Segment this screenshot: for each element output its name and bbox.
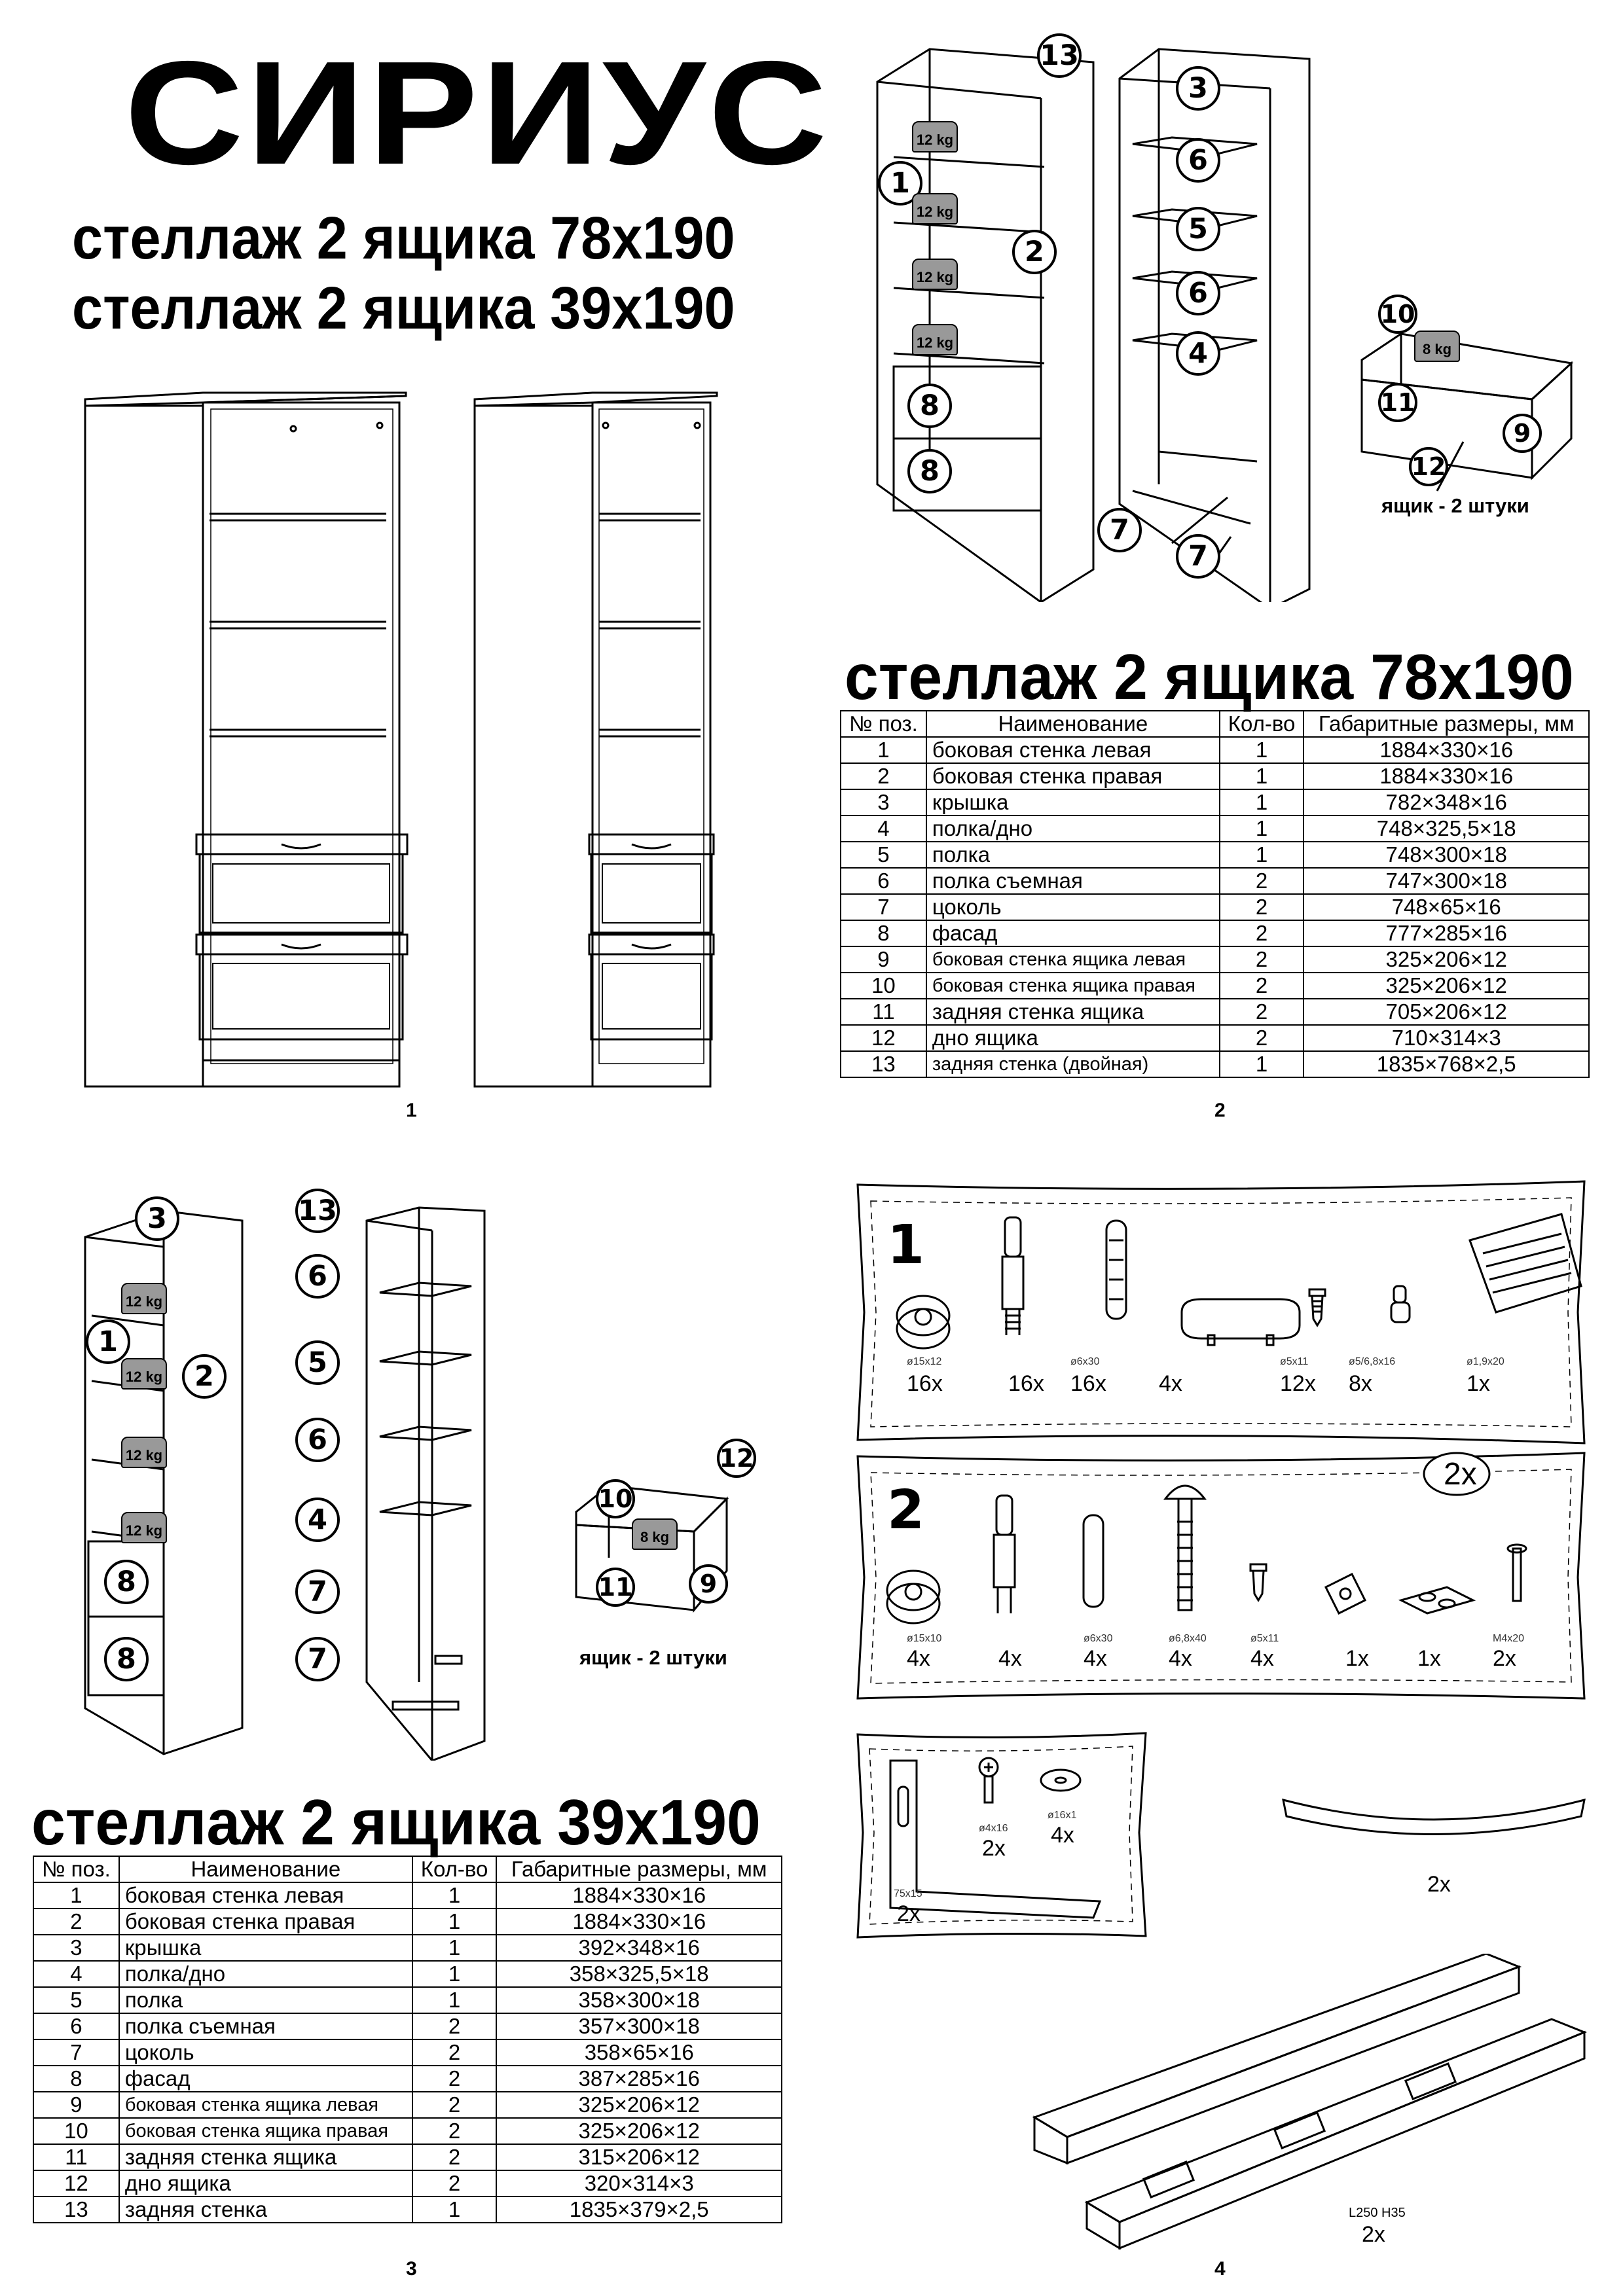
hardware3-screw-qty: 2x [982, 1836, 1006, 1861]
pos-cell: 1 [33, 1882, 119, 1909]
callout-badge [717, 1439, 756, 1478]
pos-cell: 13 [33, 2197, 119, 2223]
qty-cell: 1 [1220, 763, 1304, 789]
hardware2-items-3-size: ø6,8x40 [1169, 1633, 1207, 1644]
hardware3-washer-size: ø16x1 [1048, 1810, 1077, 1821]
weight-label: 12 kg [125, 1369, 163, 1385]
name-cell: полка съемная [926, 868, 1220, 894]
size-cell: 325×206×12 [496, 2118, 782, 2144]
hardware3-screw-size: ø4x16 [979, 1823, 1008, 1834]
callout-badge [1176, 207, 1220, 251]
qty-cell: 2 [1220, 946, 1304, 973]
callout-badge [1176, 331, 1220, 376]
size-cell: 325×206×12 [1304, 973, 1589, 999]
callout-number: 5 [308, 1346, 327, 1379]
hardware2-items-6-qty: 1x [1417, 1646, 1441, 1671]
callout-number: 6 [1188, 277, 1208, 310]
name-cell: цоколь [119, 2039, 412, 2066]
callout-badge [1503, 414, 1542, 453]
callout-number: 6 [1188, 144, 1208, 177]
weight-label: 12 kg [125, 1522, 163, 1539]
table78-title: стеллаж 2 ящика 78х190 [845, 641, 1574, 713]
pos-cell: 4 [33, 1961, 119, 1987]
callout-badge [1097, 508, 1142, 552]
bumper-pads-icon [1401, 1587, 1473, 1613]
screw-icon [1309, 1289, 1325, 1325]
pos-cell: 7 [841, 894, 926, 920]
table-row [33, 2039, 782, 2066]
qty-cell: 2 [1220, 973, 1304, 999]
qty-cell: 1 [1220, 842, 1304, 868]
wall-screw-icon [979, 1758, 998, 1803]
callout-badge [1176, 534, 1220, 579]
weight-tag [632, 1518, 678, 1550]
qty-cell: 1 [412, 1882, 497, 1909]
exploded-view-39 [79, 1185, 773, 1761]
page-number-2: 2 [1214, 1100, 1226, 1121]
narrow-shelf-drawing [475, 393, 717, 1086]
hardware1-items-1-qty: 16x [1008, 1371, 1044, 1396]
washer-icon [1041, 1770, 1080, 1791]
hardware2-items-0-size: ø15x10 [907, 1633, 942, 1644]
size-cell: 747×300×18 [1304, 868, 1589, 894]
size-cell: 320×314×3 [496, 2170, 782, 2197]
confirmat-screw-icon [1165, 1486, 1205, 1610]
name-cell: боковая стенка ящика левая [119, 2092, 412, 2118]
table-row [841, 763, 1589, 789]
callout-number: 7 [1188, 540, 1208, 573]
size-cell: 1884×330×16 [496, 1909, 782, 1935]
subtitle-78: стеллаж 2 ящика 78х190 [72, 205, 735, 272]
callout-number: 13 [1040, 39, 1079, 72]
qty-cell: 2 [1220, 999, 1304, 1025]
table39-title: стеллаж 2 ящика 39х190 [31, 1786, 761, 1858]
drawer-slides-icon [1028, 1954, 1591, 2255]
slides-qty: 2x [1362, 2222, 1385, 2247]
hardware2-items-3-qty: 4x [1169, 1646, 1192, 1671]
pos-cell: 10 [33, 2118, 119, 2144]
leg-pad-icon [1182, 1299, 1300, 1345]
qty-cell: 2 [412, 2092, 497, 2118]
size-cell: 748×65×16 [1304, 894, 1589, 920]
table-row [33, 2013, 782, 2039]
callout-badge [295, 1189, 340, 1233]
weight-tag [912, 193, 958, 224]
name-cell: задняя стенка ящика [926, 999, 1220, 1025]
callout-number: 7 [308, 1643, 327, 1676]
pos-cell: 6 [33, 2013, 119, 2039]
page-number-3: 3 [406, 2258, 417, 2280]
weight-label: 12 kg [125, 1447, 163, 1463]
weight-label: 8 kg [640, 1529, 670, 1545]
name-cell: задняя стенка ящика [119, 2144, 412, 2170]
name-cell: полка/дно [926, 816, 1220, 842]
size-cell: 748×325,5×18 [1304, 816, 1589, 842]
qty-cell: 1 [1220, 1051, 1304, 1077]
table-row [33, 1987, 782, 2013]
hardware2-items-4-qty: 4x [1250, 1646, 1274, 1671]
name-cell: крышка [119, 1935, 412, 1961]
name-cell: полка [119, 1987, 412, 2013]
callout-badge [1176, 138, 1220, 183]
size-cell: 358×325,5×18 [496, 1961, 782, 1987]
size-cell: 392×348×16 [496, 1935, 782, 1961]
name-cell: боковая стенка ящика правая [119, 2118, 412, 2144]
table-header: Габаритные размеры, мм [496, 1856, 782, 1882]
pos-cell: 9 [33, 2092, 119, 2118]
size-cell: 315×206×12 [496, 2144, 782, 2170]
hardware1-items-4-size: ø5x11 [1280, 1356, 1309, 1367]
size-cell: 325×206×12 [1304, 946, 1589, 973]
table-row [841, 894, 1589, 920]
hardware1-label: 1 [887, 1214, 925, 1276]
table-header: Габаритные размеры, мм [1304, 711, 1589, 737]
table-row [33, 1961, 782, 1987]
name-cell: задняя стенка [119, 2197, 412, 2223]
callout-number: 9 [699, 1570, 718, 1598]
size-cell: 1835×379×2,5 [496, 2197, 782, 2223]
callout-badge [86, 1319, 130, 1364]
size-cell: 710×314×3 [1304, 1025, 1589, 1051]
size-cell: 1884×330×16 [496, 1882, 782, 1909]
hardware1-items-2-size: ø6x30 [1070, 1356, 1100, 1367]
weight-label: 12 kg [125, 1293, 163, 1310]
callout-number: 6 [308, 1424, 327, 1456]
callout-badge [295, 1340, 340, 1385]
back-panel-shape [877, 49, 1093, 602]
hardware2-items-2-qty: 4x [1084, 1646, 1107, 1671]
hardware1-items-4-qty: 12x [1280, 1371, 1316, 1396]
weight-tag [912, 324, 958, 355]
name-cell: полка/дно [119, 1961, 412, 1987]
size-cell: 358×300×18 [496, 1987, 782, 2013]
name-cell: дно ящика [926, 1025, 1220, 1051]
corner-bracket-icon [1326, 1574, 1365, 1613]
pos-cell: 10 [841, 973, 926, 999]
qty-cell: 2 [1220, 1025, 1304, 1051]
drawer-caption: ящик - 2 штуки [579, 1646, 727, 1669]
hardware1-items-6-qty: 1x [1467, 1371, 1490, 1396]
hardware1-items-0-size: ø15x12 [907, 1356, 942, 1367]
callout-badge [104, 1560, 149, 1604]
size-cell: 782×348×16 [1304, 789, 1589, 816]
name-cell: крышка [926, 789, 1220, 816]
pos-cell: 1 [841, 737, 926, 763]
callout-number: 1 [98, 1325, 118, 1358]
callout-badge [907, 384, 952, 428]
table78-parts [840, 710, 1590, 1078]
page-number-1: 1 [406, 1100, 417, 1121]
size-cell: 1884×330×16 [1304, 737, 1589, 763]
callout-badge [104, 1637, 149, 1681]
table-row [841, 1025, 1589, 1051]
callout-badge [1409, 447, 1448, 486]
pos-cell: 3 [841, 789, 926, 816]
callout-number: 5 [1188, 213, 1208, 245]
callout-number: 13 [298, 1194, 337, 1227]
table-row [841, 946, 1589, 973]
hardware1-items-3-qty: 4x [1159, 1371, 1182, 1396]
callout-number: 2 [1025, 236, 1044, 268]
table-row [33, 1909, 782, 1935]
weight-label: 12 kg [916, 269, 954, 285]
weight-label: 12 kg [916, 132, 954, 148]
callout-number: 1 [890, 167, 910, 200]
table-row [841, 920, 1589, 946]
table-row [33, 2144, 782, 2170]
hardware2-items-7-qty: 2x [1493, 1646, 1516, 1671]
weight-tag [912, 121, 958, 152]
callout-badge [1037, 33, 1082, 78]
size-cell: 358×65×16 [496, 2039, 782, 2066]
slides-size: L250 H35 [1349, 2206, 1406, 2220]
hardware3-washer-qty: 4x [1051, 1823, 1074, 1848]
size-cell: 1835×768×2,5 [1304, 1051, 1589, 1077]
pos-cell: 11 [841, 999, 926, 1025]
callout-badge [596, 1479, 635, 1518]
hardware2-items-0-qty: 4x [907, 1646, 930, 1671]
callout-number: 3 [1188, 72, 1208, 105]
weight-tag [121, 1283, 167, 1314]
table-row [33, 2170, 782, 2197]
pos-cell: 8 [841, 920, 926, 946]
callout-number: 11 [1380, 388, 1415, 417]
hardware1-items-6-size: ø1,9x20 [1467, 1356, 1504, 1367]
qty-cell: 1 [412, 1987, 497, 2013]
qty-cell: 1 [1220, 737, 1304, 763]
callout-number: 12 [719, 1444, 754, 1473]
assembled-shelves-illustration [72, 367, 759, 1100]
table-row [33, 2118, 782, 2144]
table-row [841, 999, 1589, 1025]
callout-number: 2 [194, 1360, 214, 1393]
table-row [841, 842, 1589, 868]
table-row [841, 789, 1589, 816]
size-cell: 748×300×18 [1304, 842, 1589, 868]
weight-tag [912, 259, 958, 290]
machine-screw-icon [1508, 1545, 1526, 1601]
cam-pin-icon-2 [994, 1496, 1015, 1613]
hardware-bag-2 [851, 1446, 1591, 1708]
pos-cell: 8 [33, 2066, 119, 2092]
table-row [33, 2197, 782, 2223]
size-cell: 777×285×16 [1304, 920, 1589, 946]
name-cell: боковая стенка правая [926, 763, 1220, 789]
hardware1-items-5-size: ø5/6,8x16 [1349, 1356, 1396, 1367]
hardware3-bracket-qty: 2x [897, 1901, 921, 1926]
qty-cell: 1 [412, 1909, 497, 1935]
cam-pin-icon [1002, 1217, 1023, 1335]
table39-parts [33, 1856, 782, 2223]
name-cell: боковая стенка левая [119, 1882, 412, 1909]
callout-number: 8 [117, 1566, 136, 1598]
qty-cell: 2 [412, 2170, 497, 2197]
callout-number: 12 [1411, 452, 1446, 481]
hardware2-items-2-size: ø6x30 [1084, 1633, 1113, 1644]
pos-cell: 11 [33, 2144, 119, 2170]
hardware1-items-5-qty: 8x [1349, 1371, 1372, 1396]
callout-badge [689, 1564, 728, 1604]
qty-cell: 2 [1220, 894, 1304, 920]
weight-label: 8 kg [1422, 341, 1452, 357]
hardware2-items-5-qty: 1x [1345, 1646, 1369, 1671]
callout-badge [1176, 271, 1220, 315]
callout-badge [1378, 383, 1417, 422]
callout-number: 11 [598, 1573, 633, 1602]
nails-bag-icon [1470, 1214, 1581, 1312]
name-cell: цоколь [926, 894, 1220, 920]
pos-cell: 12 [841, 1025, 926, 1051]
qty-cell: 2 [412, 2144, 497, 2170]
weight-tag [121, 1358, 167, 1390]
name-cell: полка [926, 842, 1220, 868]
name-cell: боковая стенка ящика правая [926, 973, 1220, 999]
table-row [841, 816, 1589, 842]
wide-shelf-drawing [85, 393, 407, 1086]
drawer-handle-icon [1277, 1787, 1591, 1852]
qty-cell: 2 [1220, 868, 1304, 894]
dowel-icon [1106, 1221, 1126, 1319]
pos-cell: 4 [841, 816, 926, 842]
size-cell: 325×206×12 [496, 2092, 782, 2118]
table-row [841, 973, 1589, 999]
pos-cell: 12 [33, 2170, 119, 2197]
callout-number: 8 [920, 389, 939, 422]
table-header: Кол-во [1220, 711, 1304, 737]
hardware2-label: 2 [887, 1479, 925, 1541]
callout-badge [1012, 230, 1057, 274]
drawer-caption: ящик - 2 штуки [1381, 494, 1529, 517]
callout-badge [295, 1418, 340, 1462]
handle-qty: 2x [1427, 1872, 1451, 1897]
callout-badge [135, 1196, 179, 1241]
table-header: Наименование [119, 1856, 412, 1882]
callout-number: 7 [308, 1575, 327, 1608]
hardware2-items-7-size: M4x20 [1493, 1633, 1525, 1644]
brand-title: СИРИУС [124, 30, 830, 195]
name-cell: боковая стенка правая [119, 1909, 412, 1935]
qty-cell: 2 [412, 2013, 497, 2039]
subtitle-39: стеллаж 2 ящика 39х190 [72, 275, 735, 342]
hardware1-items-2-qty: 16x [1070, 1371, 1106, 1396]
callout-badge [295, 1254, 340, 1299]
callout-badge [295, 1637, 340, 1681]
weight-tag [1414, 331, 1460, 362]
callout-number: 7 [1110, 514, 1129, 547]
name-cell: фасад [119, 2066, 412, 2092]
name-cell: боковая стенка левая [926, 737, 1220, 763]
callout-number: 10 [598, 1484, 633, 1513]
callout-number: 3 [147, 1202, 167, 1235]
callout-number: 9 [1513, 419, 1531, 448]
qty-cell: 1 [412, 1961, 497, 1987]
pos-cell: 5 [33, 1987, 119, 2013]
name-cell: фасад [926, 920, 1220, 946]
pos-cell: 6 [841, 868, 926, 894]
hardware2-items-4-size: ø5x11 [1250, 1633, 1279, 1644]
callout-badge [295, 1498, 340, 1542]
pos-cell: 3 [33, 1935, 119, 1961]
weight-label: 12 kg [916, 204, 954, 220]
qty-cell: 1 [1220, 789, 1304, 816]
hardware2-multiplier: 2x [1444, 1457, 1477, 1492]
table-header: № поз. [841, 711, 926, 737]
table-row [33, 2092, 782, 2118]
hardware-bag-1 [851, 1175, 1591, 1450]
cam-lock-icon [897, 1296, 949, 1348]
table-row [33, 1935, 782, 1961]
table-row [33, 1882, 782, 1909]
table-row [33, 2066, 782, 2092]
pos-cell: 9 [841, 946, 926, 973]
name-cell: дно ящика [119, 2170, 412, 2197]
size-cell: 357×300×18 [496, 2013, 782, 2039]
hardware3-bracket-size: 75x15 [894, 1888, 922, 1899]
table-header: Кол-во [412, 1856, 497, 1882]
callout-badge [907, 449, 952, 493]
callout-badge [182, 1354, 227, 1399]
page-number-4: 4 [1214, 2258, 1226, 2280]
hardware2-items-1-qty: 4x [998, 1646, 1022, 1671]
hardware1-items-0-qty: 16x [907, 1371, 943, 1396]
screw-icon-2 [1250, 1564, 1266, 1600]
callout-number: 10 [1380, 300, 1415, 329]
callout-badge [295, 1570, 340, 1614]
size-cell: 1884×330×16 [1304, 763, 1589, 789]
qty-cell: 2 [1220, 920, 1304, 946]
callout-badge [1378, 295, 1417, 334]
callout-number: 4 [308, 1503, 327, 1536]
cam-lock-icon-2 [887, 1571, 939, 1623]
table-row [841, 868, 1589, 894]
weight-label: 12 kg [916, 334, 954, 351]
table-header: № поз. [33, 1856, 119, 1882]
weight-tag [121, 1437, 167, 1468]
callout-number: 6 [308, 1260, 327, 1293]
qty-cell: 2 [412, 2039, 497, 2066]
table-header: Наименование [926, 711, 1220, 737]
qty-cell: 1 [1220, 816, 1304, 842]
qty-cell: 2 [412, 2118, 497, 2144]
name-cell: боковая стенка ящика левая [926, 946, 1220, 973]
callout-badge [1176, 66, 1220, 111]
pos-cell: 2 [841, 763, 926, 789]
callout-number: 8 [920, 455, 939, 488]
pos-cell: 5 [841, 842, 926, 868]
dowel-icon-2 [1084, 1515, 1103, 1607]
name-cell: полка съемная [119, 2013, 412, 2039]
pos-cell: 7 [33, 2039, 119, 2066]
shelf-pin-icon [1391, 1286, 1410, 1322]
weight-tag [121, 1512, 167, 1543]
callout-number: 8 [117, 1643, 136, 1676]
callout-badge [596, 1568, 635, 1607]
size-cell: 705×206×12 [1304, 999, 1589, 1025]
table-row [841, 737, 1589, 763]
name-cell: задняя стенка (двойная) [926, 1051, 1220, 1077]
table-row [841, 1051, 1589, 1077]
pos-cell: 2 [33, 1909, 119, 1935]
qty-cell: 1 [412, 1935, 497, 1961]
qty-cell: 2 [412, 2066, 497, 2092]
size-cell: 387×285×16 [496, 2066, 782, 2092]
callout-number: 4 [1188, 337, 1208, 370]
pos-cell: 13 [841, 1051, 926, 1077]
qty-cell: 1 [412, 2197, 497, 2223]
